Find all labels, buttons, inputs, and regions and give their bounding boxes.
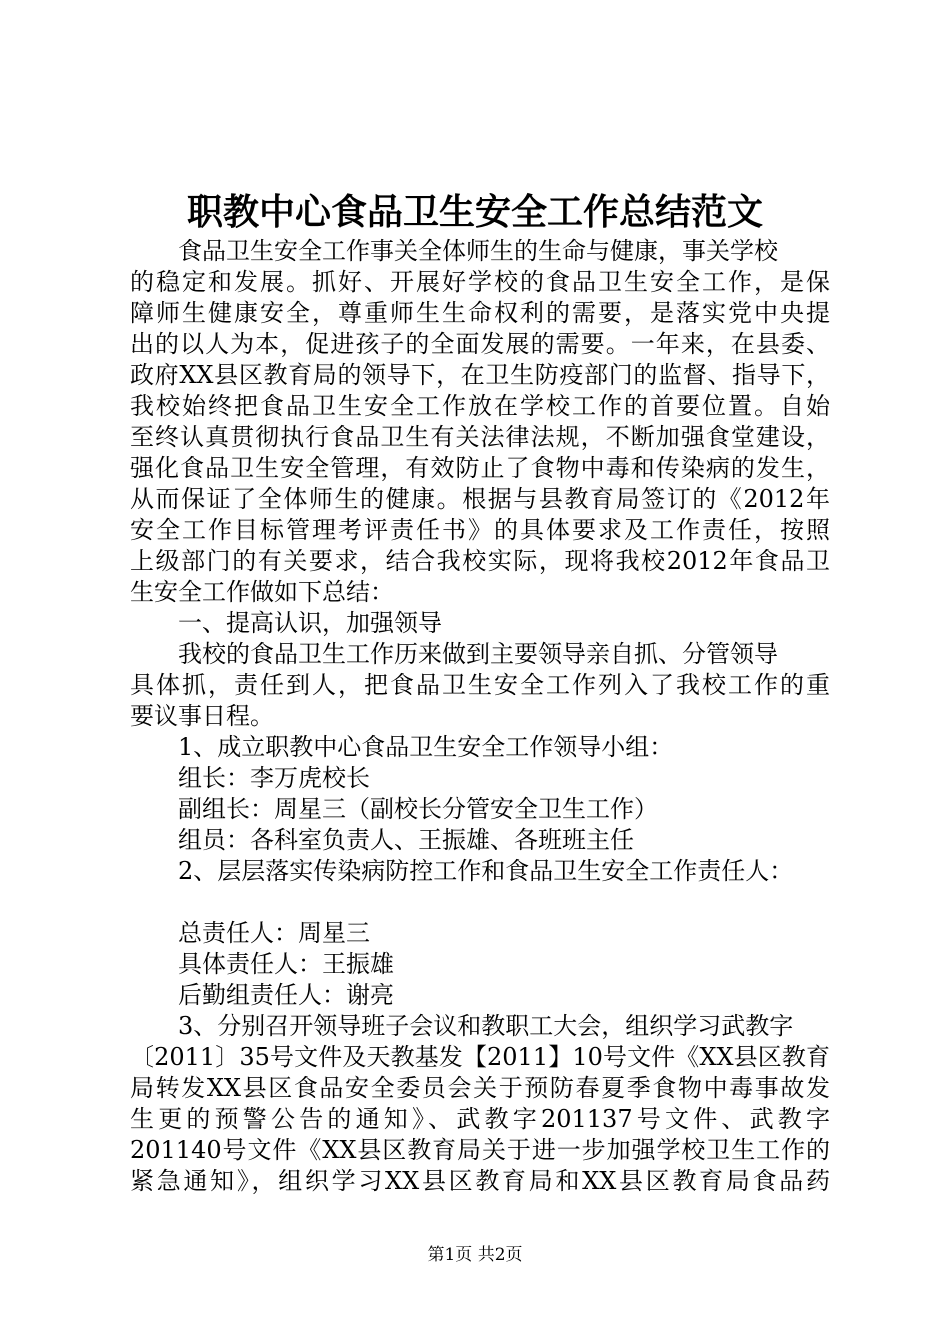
paragraph-line: 具体抓，责任到人，把食品卫生安全工作列入了我校工作的重 xyxy=(130,671,830,699)
paragraph-line: 食品卫生安全工作事关全体师生的生命与健康，事关学校 xyxy=(178,237,778,265)
paragraph-line: 强化食品卫生安全管理，有效防止了食物中毒和传染病的发生， xyxy=(130,454,830,482)
blank-line xyxy=(130,887,830,918)
paragraph-line: 要议事日程。 xyxy=(130,702,274,730)
list-item: 1、成立职教中心食品卫生安全工作领导小组： xyxy=(178,733,674,761)
paragraph-line: 紧急通知》，组织学习XX县区教育局和XX县区教育局食品药 xyxy=(130,1167,830,1195)
list-item: 副组长：周星三（副校长分管安全卫生工作） xyxy=(178,795,658,823)
section-heading: 一、提高认识，加强领导 xyxy=(178,609,442,637)
paragraph-line: 上级部门的有关要求，结合我校实际，现将我校2012年食品卫 xyxy=(130,547,830,575)
paragraph-line: 〔2011〕35号文件及天教基发【2011】10号文件《XX县区教育 xyxy=(130,1043,830,1071)
paragraph-line: 我校的食品卫生工作历来做到主要领导亲自抓、分管领导 xyxy=(178,640,778,668)
paragraph-line: 201140号文件《XX县区教育局关于进一步加强学校卫生工作的 xyxy=(130,1136,830,1164)
list-item: 2、层层落实传染病防控工作和食品卫生安全工作责任人： xyxy=(178,857,794,885)
paragraph-line: 政府XX县区教育局的领导下，在卫生防疫部门的监督、指导下， xyxy=(130,361,830,389)
document-title: 职教中心食品卫生安全工作总结范文 xyxy=(186,192,763,233)
paragraph-line: 生更的预警公告的通知》、武教字201137号文件、武教字 xyxy=(130,1105,830,1133)
paragraph-line: 出的以人为本，促进孩子的全面发展的需要。一年来，在县委、 xyxy=(130,330,830,358)
paragraph-line: 安全工作目标管理考评责任书》的具体要求及工作责任，按照 xyxy=(130,516,830,544)
paragraph-line: 局转发XX县区食品安全委员会关于预防春夏季食物中毒事故发 xyxy=(130,1074,830,1102)
page-number-footer: 第1页 共2页 xyxy=(427,1245,523,1265)
document-body xyxy=(130,236,830,1197)
paragraph-line: 我校始终把食品卫生安全工作放在学校工作的首要位置。自始 xyxy=(130,392,830,420)
paragraph-line: 至终认真贯彻执行食品卫生有关法律法规，不断加强食堂建设， xyxy=(130,423,830,451)
list-item: 组长：李万虎校长 xyxy=(178,764,370,792)
paragraph-line: 从而保证了全体师生的健康。根据与县教育局签订的《2012年 xyxy=(130,485,830,513)
list-item: 具体责任人：王振雄 xyxy=(178,950,394,978)
list-item: 组员：各科室负责人、王振雄、各班班主任 xyxy=(178,826,634,854)
list-item: 后勤组责任人：谢亮 xyxy=(178,981,394,1009)
paragraph-line: 的稳定和发展。抓好、开展好学校的食品卫生安全工作，是保 xyxy=(130,268,830,296)
paragraph-line: 障师生健康安全，尊重师生生命权利的需要，是落实党中央提 xyxy=(130,299,830,327)
paragraph-line: 3、分别召开领导班子会议和教职工大会，组织学习武教字 xyxy=(178,1012,794,1040)
list-item: 总责任人：周星三 xyxy=(178,919,370,947)
paragraph-line: 生安全工作做如下总结： xyxy=(130,578,394,606)
